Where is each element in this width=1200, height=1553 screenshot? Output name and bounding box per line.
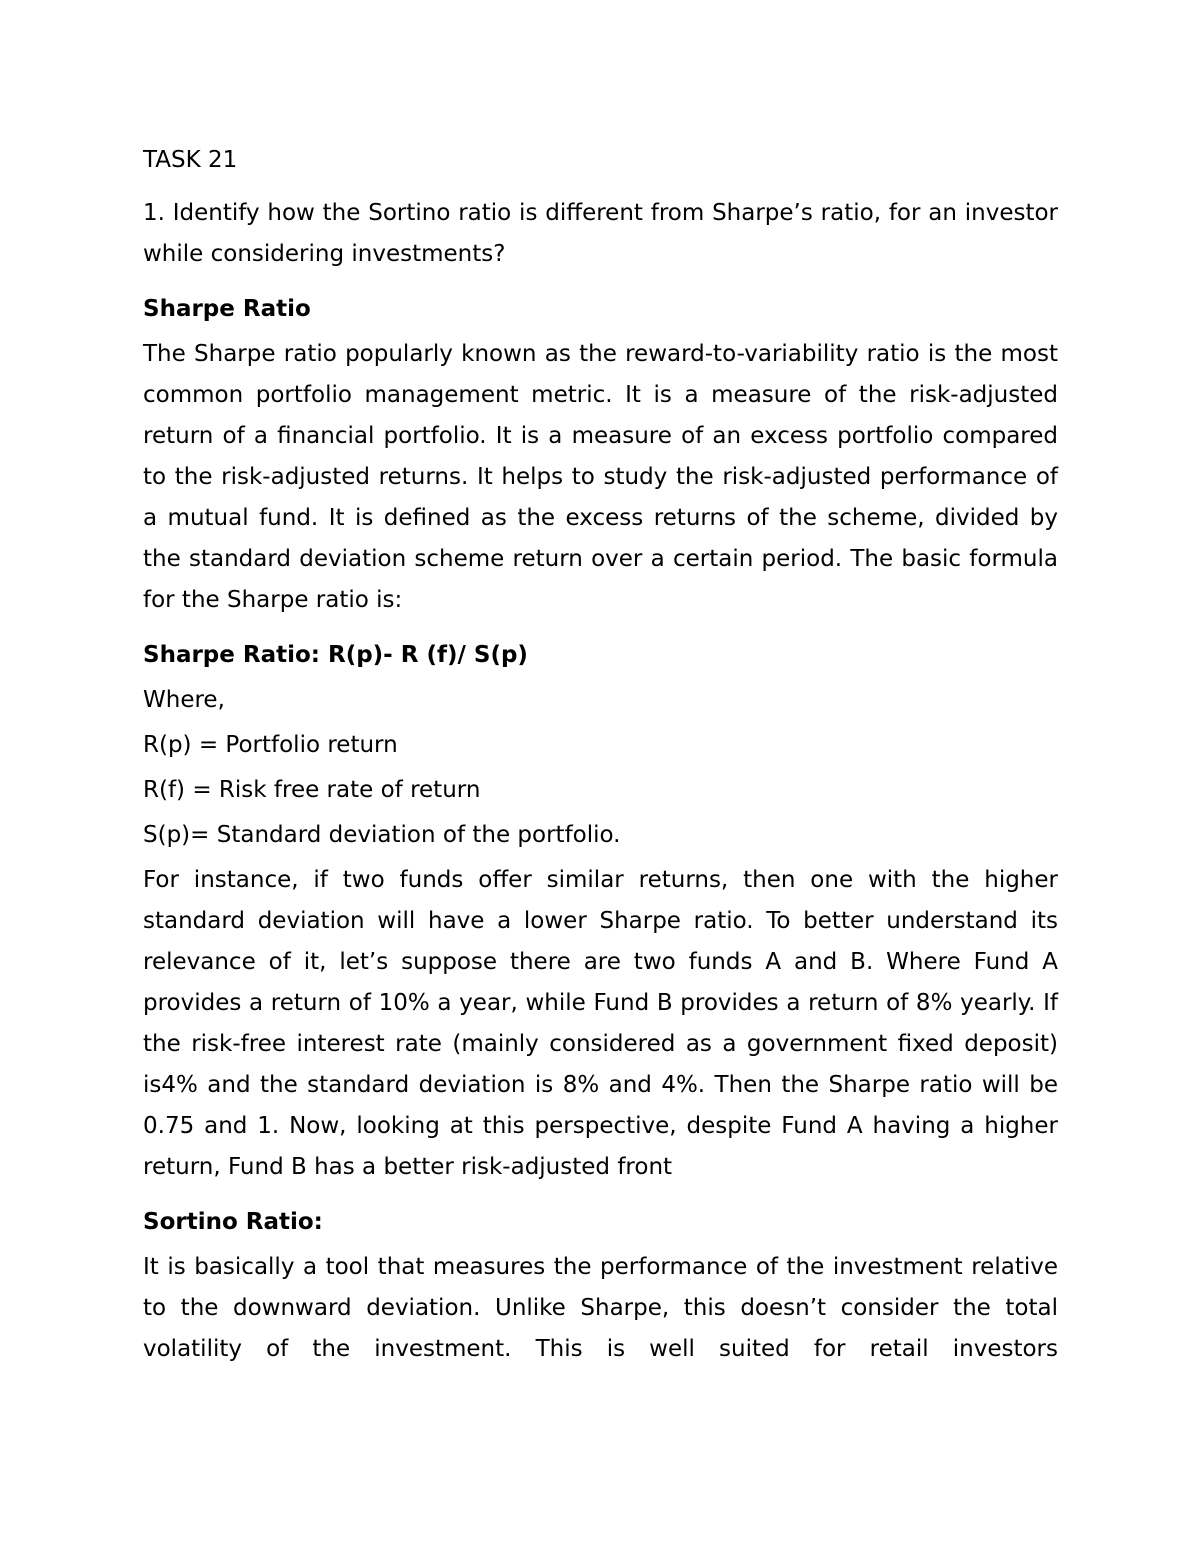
document-page — [143, 140, 1058, 1384]
sortino-heading: Sortino Ratio: — [143, 1209, 323, 1235]
definition-sp: S(p)= Standard deviation of the portfolio. — [143, 822, 621, 848]
sharpe-example-paragraph: For instance, if two funds offer similar returns, then one with the higher standard deviation will have a lower Sharpe ratio. To better understand its relevance of it, let’s suppose there are two funds A and B. Where Fund A provides a return of 10% a year, while Fund B provides a return of 8% yearly. If the risk-free interest rate (mainly considered as a government fixed deposit) is4% and the standard deviation is 8% and 4%. Then the Sharpe ratio will be 0.75 and 1. Now, looking at this perspective, despite Fund A having a higher return, Fund B has a better risk-adjusted front — [143, 867, 1058, 1180]
definition-rf: R(f) = Risk free rate of return — [143, 777, 481, 803]
where-label: Where, — [143, 687, 225, 713]
sharpe-formula: Sharpe Ratio: R(p)- R (f)/ S(p) — [143, 642, 528, 668]
definition-rp: R(p) = Portfolio return — [143, 732, 398, 758]
sharpe-paragraph: The Sharpe ratio popularly known as the reward-to-variability ratio is the most common portfolio management metric. It is a measure of the risk-adjusted return of a financial portfolio. It is a measure of an excess portfolio compared to the risk-adjusted returns. It helps to study the risk-adjusted performance of a mutual fund. It is defined as the excess returns of the scheme, divided by the standard deviation scheme return over a certain period. The basic formula for the Sharpe ratio is: — [143, 341, 1058, 613]
sharpe-heading: Sharpe Ratio — [143, 296, 311, 322]
task-title: TASK 21 — [143, 147, 238, 173]
question-text: 1. Identify how the Sortino ratio is different from Sharpe’s ratio, for an investor while considering investments? — [143, 200, 1058, 267]
sortino-paragraph: It is basically a tool that measures the performance of the investment relative to the downward deviation. Unlike Sharpe, this doesn’t consider the total volatility of the investment. This is well suited for retail investors — [143, 1254, 1058, 1362]
